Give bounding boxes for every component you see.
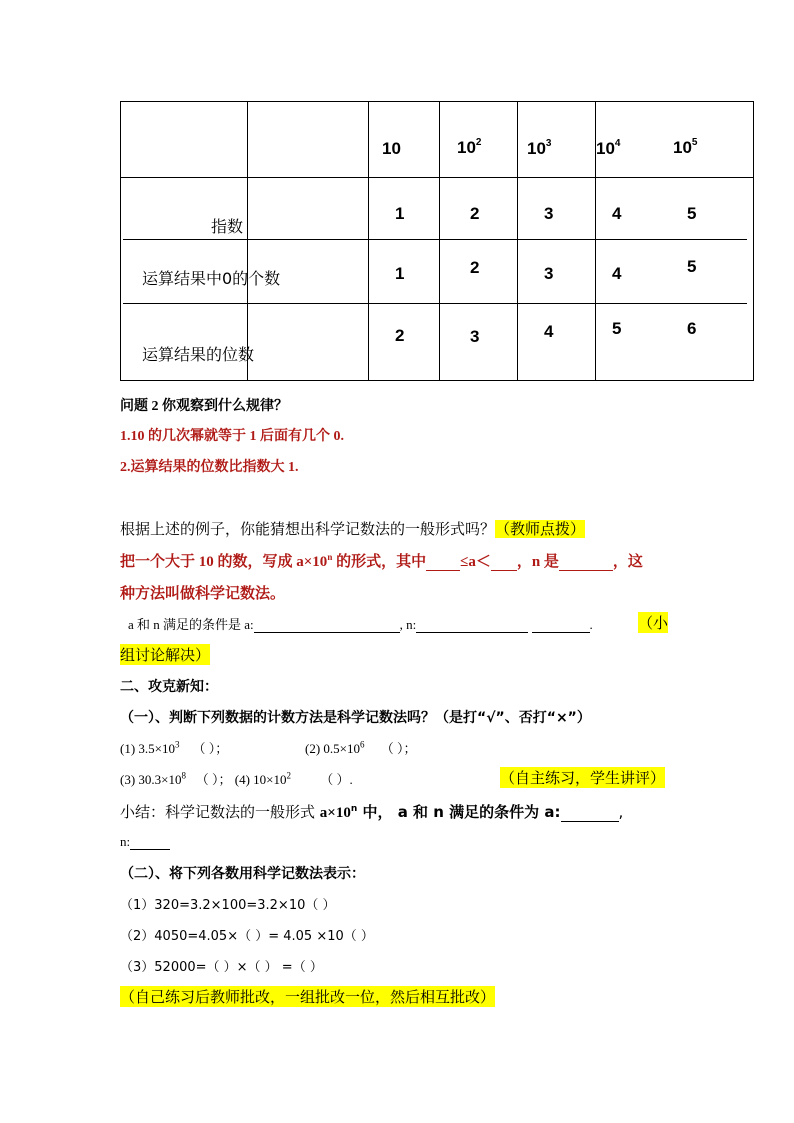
table-col-divider <box>247 101 248 381</box>
answer-2: 2.运算结果的位数比指数大 1. <box>120 460 299 475</box>
blank-a-condition[interactable] <box>254 616 400 633</box>
blank-n-condition-2[interactable] <box>532 616 590 633</box>
condition-line: a 和 n 满足的条件是 a: , n: . <box>128 617 593 632</box>
blank-summary-a[interactable] <box>561 803 619 822</box>
group-discussion-hint-2: 组讨论解决） <box>120 646 211 664</box>
table-cell: 4 <box>612 204 622 223</box>
judge-items-3-4: (3) $30.3\times 10^8$ （ ）； (4) $10\times 10^2$ （ ）. <box>120 770 353 787</box>
table-cell: 3 <box>470 327 480 346</box>
convert-item-1: （1）320=3.2×100=3.2×10（ ） <box>120 898 336 913</box>
row-label-exponent: 指数 <box>211 217 244 236</box>
table-row-divider <box>123 303 747 304</box>
teacher-hint: （教师点拨） <box>495 520 586 538</box>
table-cell: 5 <box>612 319 622 338</box>
table-cell: 5 <box>687 257 697 276</box>
header-10-4: $10^4$ <box>596 138 621 158</box>
summary-line: 小结：科学记数法的一般形式 $a\times 10^n$ 中， a 和 n 满足的条件为 a: , <box>120 803 624 821</box>
judge-item-2: (2) $0.5\times 10^6$ （ ）； <box>305 739 417 756</box>
answer-1: 1.10 的几次幂就等于 1 后面有几个 0. <box>120 429 344 444</box>
blank-lower-bound[interactable] <box>426 553 460 571</box>
self-practice-hint: （自主练习，学生讲评） <box>500 769 666 787</box>
table-cell: 2 <box>470 258 480 277</box>
definition-line-2: 种方法叫做科学记数法。 <box>120 586 286 602</box>
judge-item-1: (1) $3.5\times 10^3$ （ ）； <box>120 739 229 756</box>
part-1-title: （一）、判断下列数据的计数方法是科学记数法吗？（是打“√”、否打“×”） <box>120 710 591 726</box>
section-2-title: 二、攻克新知： <box>120 679 218 695</box>
blank-n-condition-1[interactable] <box>416 616 528 633</box>
table-border-bottom <box>120 380 754 381</box>
table-cell: 1 <box>395 264 405 283</box>
guess-prompt <box>120 518 585 539</box>
row-label-zero-count: 运算结果中0的个数 <box>142 269 281 288</box>
blank-summary-n[interactable] <box>130 833 170 850</box>
header-10-3: $10^3$ <box>527 138 552 158</box>
table-col-divider <box>517 101 518 381</box>
header-10: 10 <box>382 139 401 158</box>
group-discussion-hint-1: （小 <box>638 614 669 632</box>
table-col-divider <box>368 101 369 381</box>
header-10-5: $10^5$ <box>673 137 698 157</box>
table-cell: 6 <box>687 319 697 338</box>
table-cell: 2 <box>395 326 405 345</box>
header-10-2: $10^2$ <box>457 137 482 157</box>
table-cell: 4 <box>612 264 622 283</box>
table-border-right <box>753 101 754 381</box>
convert-item-3: （3）52000=（ ）×（ ） =（ ） <box>120 960 323 975</box>
table-cell: 5 <box>687 204 697 223</box>
table-border-top <box>120 101 754 102</box>
convert-item-2: （2）4050=4.05×（ ）= 4.05 ×10（ ） <box>120 929 374 944</box>
blank-n-description[interactable] <box>559 553 613 571</box>
table-col-divider <box>439 101 440 381</box>
row-label-digit-count: 运算结果的位数 <box>142 345 255 364</box>
table-cell: 3 <box>544 264 554 283</box>
table-border-left <box>120 101 121 381</box>
question-2-title: 问题 2 你观察到什么规律？ <box>120 399 288 414</box>
blank-upper-bound[interactable] <box>491 553 517 571</box>
table-row-divider <box>120 177 753 178</box>
table-row-divider <box>123 239 747 240</box>
table-cell: 4 <box>544 322 554 341</box>
guess-text: 根据上述的例子，你能猜想出科学记数法的一般形式吗？ <box>120 520 496 538</box>
definition-line-1: 把一个大于 10 的数，写成 $a\times 10^n$ 的形式，其中 ≤a＜ ，n 是 ，这 <box>120 552 643 570</box>
table-cell: 3 <box>544 204 554 223</box>
part-2-title: （二）、将下列各数用科学记数法表示： <box>120 866 365 882</box>
powers-table <box>120 101 754 381</box>
summary-n-line: n: <box>120 833 170 850</box>
table-cell: 2 <box>470 204 480 223</box>
peer-correction-hint: （自己练习后教师批改，一组批改一位，然后相互批改） <box>120 988 496 1006</box>
table-cell: 1 <box>395 204 405 223</box>
